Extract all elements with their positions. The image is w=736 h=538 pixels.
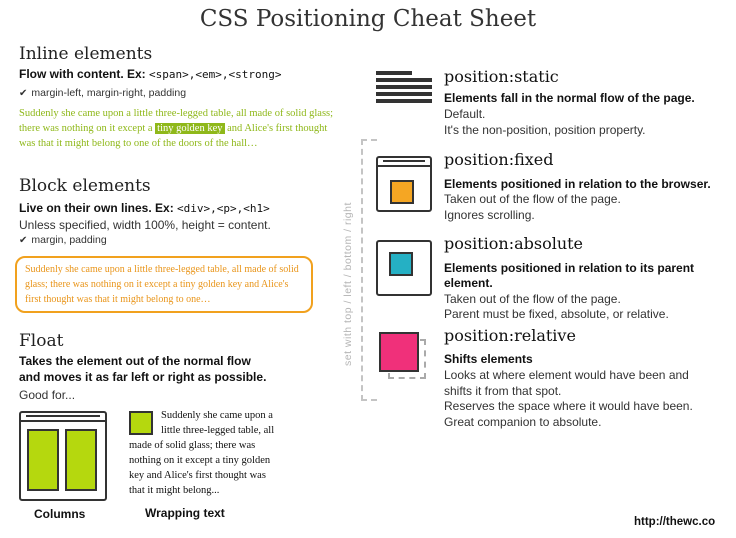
static-title: position:static xyxy=(444,67,559,86)
block-props: ✔ margin, padding xyxy=(19,234,107,246)
float-desc-line1: Takes the element out of the normal flow xyxy=(19,354,251,368)
offset-bracket xyxy=(361,139,377,401)
columns-illustration xyxy=(19,411,107,501)
side-label: set with top / left / bottom / right xyxy=(342,202,354,366)
fixed-bold: Elements positioned in relation to the browser. xyxy=(444,177,711,191)
relative-bold: Shifts elements xyxy=(444,352,533,366)
inline-sample-highlight: tiny golden key xyxy=(157,123,223,134)
inline-sample-before: Suddenly she came upon a little three-legged table, all made of solid glass; there was nothing on it except a xyxy=(19,108,334,134)
relative-line-4: Great companion to absolute. xyxy=(444,415,602,429)
block-line2: Unless specified, width 100%, height = content. xyxy=(19,218,271,232)
inline-props: ✔ margin-left, margin-right, padding xyxy=(19,87,186,99)
absolute-teal-square xyxy=(389,252,413,276)
absolute-line-2: Parent must be fixed, absolute, or relative. xyxy=(444,307,669,321)
wrapping-text: Suddenly she came upon a little three-legged table, all made of solid glass; there was nothing on it except a tiny golden key and Alice's first thought was that it might belong... xyxy=(129,410,275,496)
block-heading: Block elements xyxy=(19,176,151,196)
absolute-title: position:absolute xyxy=(444,234,584,253)
relative-line-3: Reserves the space where it would have been. xyxy=(444,399,693,413)
inline-heading: Inline elements xyxy=(19,44,153,64)
absolute-line-1: Taken out of the flow of the page. xyxy=(444,292,621,306)
static-line-2: It's the non-position, position property. xyxy=(444,123,646,137)
relative-line-1: Looks at where element would have been and xyxy=(444,368,689,382)
column-left-block xyxy=(27,429,59,491)
relative-pink-square xyxy=(379,332,419,372)
static-bold: Elements fall in the normal flow of the page. xyxy=(444,91,695,105)
float-spacer xyxy=(129,408,161,438)
fixed-title: position:fixed xyxy=(444,150,554,169)
absolute-bold-2: element. xyxy=(444,276,493,290)
block-sample-box: Suddenly she came upon a little three-legged table, all made of solid glass; there was nothing on it except a tiny golden key and Alice's first thought was that it might belong to one… xyxy=(15,256,313,313)
float-good-for: Good for... xyxy=(19,388,76,402)
columns-caption: Columns xyxy=(34,507,86,521)
wrapping-text-sample xyxy=(129,408,284,498)
fixed-line-2: Ignores scrolling. xyxy=(444,208,535,222)
inline-sample-text xyxy=(19,106,334,151)
block-desc-code: <div>,<p>,<h1> xyxy=(177,202,270,215)
absolute-bold-1: Elements positioned in relation to its parent xyxy=(444,261,695,275)
static-lines-icon xyxy=(376,71,432,111)
fixed-line-1: Taken out of the flow of the page. xyxy=(444,192,621,206)
footer-url: http://thewc.co xyxy=(634,516,716,528)
relative-title: position:relative xyxy=(444,326,576,345)
block-description xyxy=(19,201,270,215)
block-desc-text: Live on their own lines. Ex: xyxy=(19,201,178,215)
float-heading: Float xyxy=(19,331,64,351)
static-line-1: Default. xyxy=(444,107,486,121)
wrapping-caption: Wrapping text xyxy=(145,506,225,520)
fixed-browser-icon xyxy=(376,156,432,212)
inline-sample-after: and Alice's first thought was that it might belong to one of the doors of the hall… xyxy=(19,123,328,149)
column-right-block xyxy=(65,429,97,491)
fixed-orange-square xyxy=(390,180,414,204)
relative-line-2: shifts it from that spot. xyxy=(444,384,562,398)
inline-desc-text: Flow with content. Ex: xyxy=(19,67,149,81)
float-desc-line2: and moves it as far left or right as possible. xyxy=(19,370,267,384)
absolute-box-icon xyxy=(376,240,432,296)
inline-desc-code: <span>,<em>,<strong> xyxy=(149,68,282,81)
page-title: CSS Positioning Cheat Sheet xyxy=(199,6,537,32)
inline-description xyxy=(19,67,281,81)
